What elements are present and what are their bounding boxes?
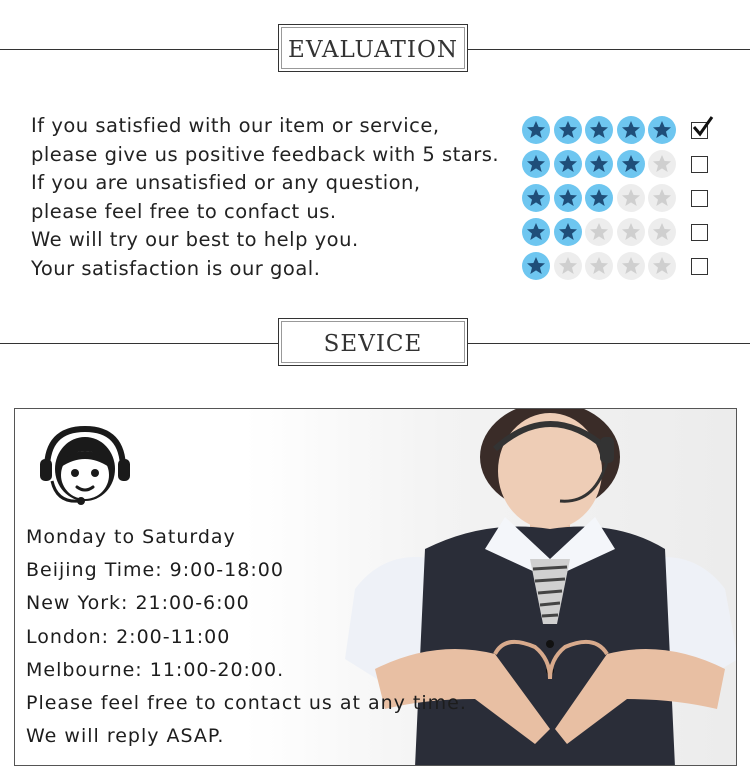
divider-line [0,343,278,344]
service-line: Melbourne: 11:00-20:00. [26,658,285,681]
service-line: New York: 21:00-6:00 [26,592,250,615]
empty-star-icon [648,184,676,212]
empty-star-icon [617,184,645,212]
section-title-box [278,24,468,72]
empty-star-icon [617,252,645,280]
filled-star-icon [522,252,550,280]
filled-star-icon [617,116,645,144]
service-line: London: 2:00-11:00 [26,625,231,648]
filled-star-icon [554,218,582,246]
filled-star-icon [522,116,550,144]
service-panel [14,408,737,766]
service-line: Monday to Saturday [26,526,236,548]
filled-star-icon [554,116,582,144]
empty-star-icon [617,218,645,246]
evaluation-title: EVALUATION [288,37,458,63]
checkmark-icon [690,115,714,139]
section-title-box [278,318,468,366]
filled-star-icon [585,116,613,144]
filled-star-icon [554,150,582,178]
empty-star-icon [648,218,676,246]
filled-star-icon [522,184,550,212]
evaluation-line: We will try our best to help you. [31,228,359,252]
filled-star-icon [585,184,613,212]
service-hours-text [26,521,467,753]
checkbox[interactable] [691,190,708,207]
divider-line [0,49,278,50]
checked-checkbox[interactable] [691,122,708,139]
filled-star-icon [522,218,550,246]
evaluation-text [31,112,521,284]
filled-star-icon [617,150,645,178]
service-title: SEVICE [323,331,423,357]
filled-star-icon [648,116,676,144]
empty-star-icon [648,252,676,280]
empty-star-icon [554,252,582,280]
service-line: Please feel free to contact us at any time. [26,692,467,715]
empty-star-icon [648,150,676,178]
evaluation-line: If you are unsatisfied or any question, [31,171,421,195]
evaluation-line: please feel free to confact us. [31,199,337,223]
filled-star-icon [522,150,550,178]
evaluation-line: If you satisfied with our item or service, [31,114,440,137]
empty-star-icon [585,252,613,280]
service-line: We will reply ASAP. [26,725,225,748]
empty-star-icon [585,218,613,246]
filled-star-icon [554,184,582,212]
checkbox[interactable] [691,258,708,275]
checkbox[interactable] [691,224,708,241]
evaluation-line: please give us positive feedback with 5 stars. [31,142,500,166]
evaluation-header [0,24,750,76]
checkbox[interactable] [691,156,708,173]
service-line: Beijing Time: 9:00-18:00 [26,559,284,582]
service-header [0,318,750,370]
headset-agent-icon [37,423,133,509]
filled-star-icon [585,150,613,178]
divider-line [468,49,750,50]
divider-line [468,343,750,344]
evaluation-line: Your satisfaction is our goal. [31,256,321,280]
